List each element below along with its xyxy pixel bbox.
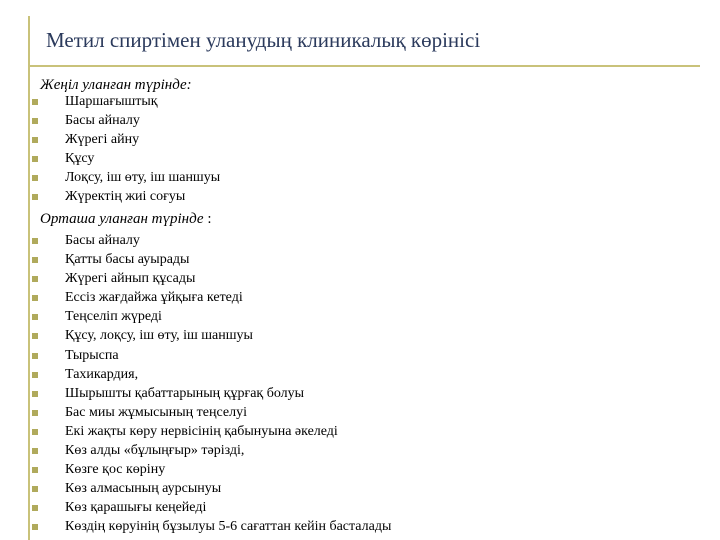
- title-underline-rule: [28, 65, 700, 67]
- section-heading-mild-text: Жеңіл уланған түрінде:: [40, 77, 192, 93]
- bullet-square-icon: [32, 391, 38, 397]
- bullet-square-icon: [32, 238, 38, 244]
- bullet-square-icon: [32, 333, 38, 339]
- section-heading-colon: :: [207, 211, 212, 227]
- bullet-square-icon: [32, 118, 38, 124]
- bullet-square-icon: [32, 314, 38, 320]
- bullet-square-icon: [32, 372, 38, 378]
- bullet-square-icon: [32, 486, 38, 492]
- bullet-square-icon: [32, 257, 38, 263]
- bullet-square-icon: [32, 353, 38, 359]
- bullet-square-icon: [32, 99, 38, 105]
- bullet-square-icon: [32, 175, 38, 181]
- bullet-square-icon: [32, 194, 38, 200]
- bullet-square-icon: [32, 467, 38, 473]
- bullet-square-icon: [32, 410, 38, 416]
- bullet-square-icon: [32, 505, 38, 511]
- bullet-square-icon: [32, 276, 38, 282]
- left-vertical-rule: [28, 16, 30, 540]
- bullet-square-icon: [32, 156, 38, 162]
- bullet-square-icon: [32, 524, 38, 530]
- slide-title: Метил спиртімен уланудың клиникалық көрінісі: [46, 28, 481, 52]
- section-heading-moderate: [40, 211, 211, 228]
- bullet-square-icon: [32, 448, 38, 454]
- bullet-square-icon: [32, 429, 38, 435]
- bullet-square-icon: [32, 137, 38, 143]
- bullet-square-icon: [32, 295, 38, 301]
- section-heading-moderate-text: Орташа уланған түрінде: [40, 211, 204, 227]
